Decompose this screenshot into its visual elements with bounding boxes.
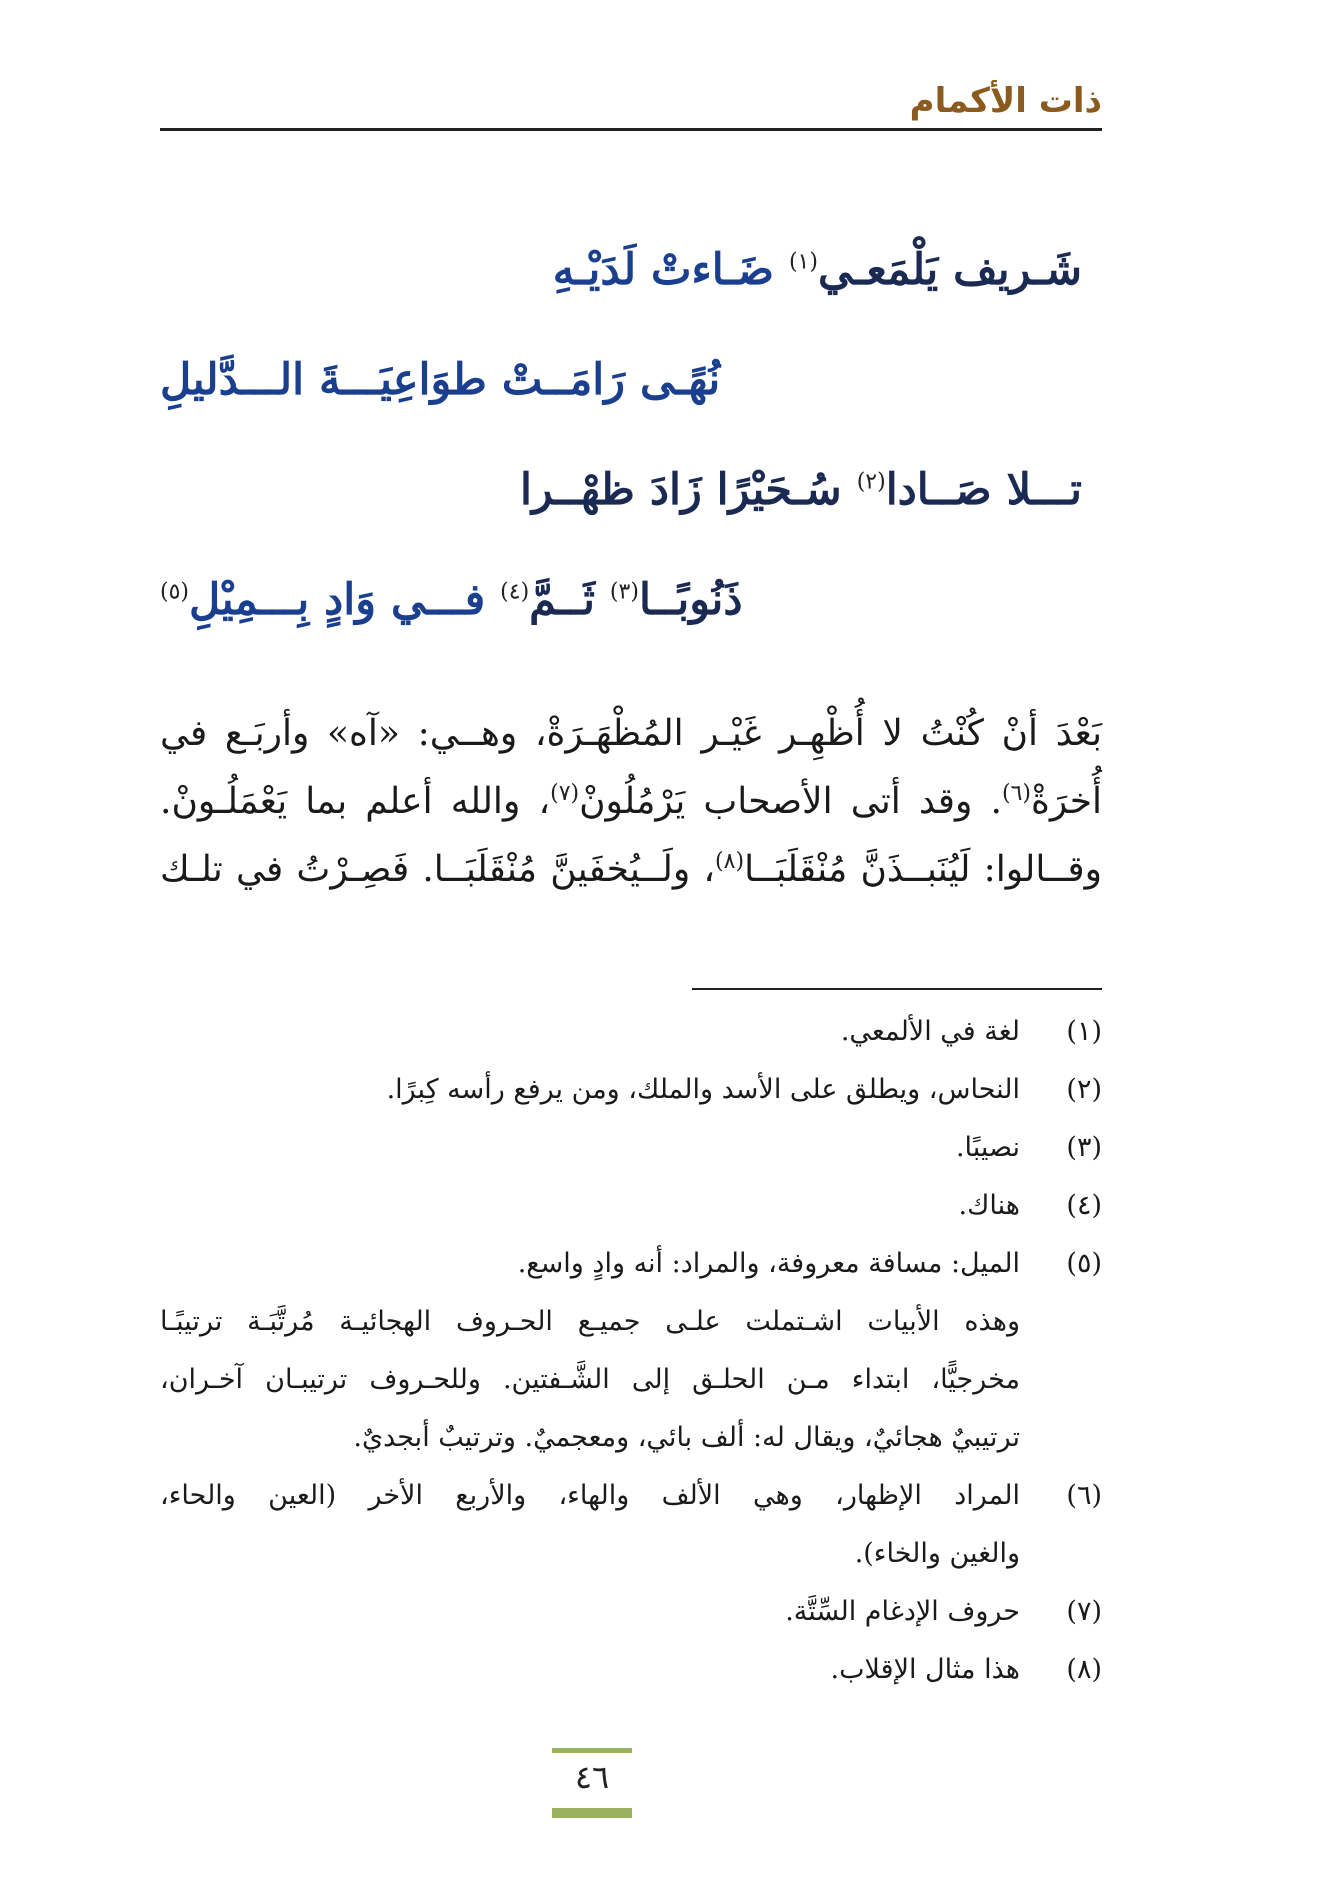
note-line-3: ترتيبيٌ هجائيٌ، ويقال له: ألف بائي، ومعجميٌ. وترتيبٌ أبجديٌ.: [353, 1422, 1020, 1453]
footnote-ref-7[interactable]: (٧): [550, 781, 580, 806]
prose-line-2-part-2: . وقد أتى الأصحاب يَرْمُلُونْ: [579, 781, 1002, 822]
footnote-5-continuation: [160, 1293, 1102, 1467]
footer-accent-bar-top: [552, 1748, 632, 1753]
verse-4: [160, 555, 1102, 665]
verse-3-part-2: سُـحَيْرًا زَادَ ظهْــرا: [519, 465, 857, 515]
running-header: [160, 82, 1102, 132]
note-line-2: مخرجيًّا، ابتداء مـن الحلـق إلى الشَّـفتين. وللحـروف ترتيبـان آخـران،: [160, 1364, 1020, 1395]
prose-line-1-text: بَعْدَ أنْ كُنْتُ لا أُظْهِـر غَيْـر المُظْهَـرَةْ، وهــي: «آه» وأربَـع في: [160, 713, 1102, 754]
footnote-number: (١): [1066, 1016, 1102, 1047]
footnote-text: لغة في الألمعي.: [840, 1016, 1020, 1047]
footnote-text: نصيبًا.: [955, 1132, 1020, 1163]
prose-line-1: [160, 700, 1102, 768]
note-line-1: وهذه الأبيات اشـتملت علـى جميـع الحـروف الهجائيـة مُرتَّبَـة ترتيبًـا: [160, 1306, 1020, 1337]
header-rule: [160, 128, 1102, 131]
verse-3-part-1: تـــلا صَــادا: [885, 465, 1082, 515]
footnote-number: (٥): [1066, 1248, 1102, 1279]
footnote-3: [160, 1119, 1102, 1177]
prose-line-3-part-1: وقــالوا: لَيُنَبــذَنَّ مُنْقَلَبَــا: [744, 849, 1102, 890]
footnote-number: (٢): [1066, 1074, 1102, 1105]
footnote-separator: [692, 988, 1102, 990]
prose-line-2-part-1: أُخرَةْ: [1031, 781, 1102, 822]
verse-4-part-3: فـــي وَادٍ بِـــمِيْلِ: [189, 575, 501, 625]
prose-line-3-part-2: ، ولَــيُخفَينَّ مُنْقَلَبَــا. فَصِـرْتُ في تلـك: [160, 849, 716, 890]
prose-line-2: [160, 768, 1102, 836]
footnote-1: [160, 1003, 1102, 1061]
footnote-text: النحاس، ويطلق على الأسد والملك، ومن يرفع رأسه كِبرًا.: [386, 1074, 1020, 1105]
verse-4-part-2: ثَــمَّ: [529, 575, 610, 625]
footer-accent-bar-bottom: [552, 1808, 632, 1818]
footnote-ref-1[interactable]: (١): [788, 249, 818, 275]
footnote-text: حروف الإدغام السِّتَّة.: [785, 1596, 1020, 1627]
footnote-2: [160, 1061, 1102, 1119]
verse-2: [160, 335, 1102, 445]
prose-line-2-part-3: ، والله أعلم بما يَعْمَلُـونْ.: [160, 781, 551, 822]
verse-2-text: نُهًـى رَامَــتْ طوَاعِيَـــةَ الـــدَّليلِ: [160, 355, 721, 405]
footnote-7: [160, 1583, 1102, 1641]
prose-paragraph: [160, 700, 1102, 904]
footnotes: [160, 1003, 1102, 1699]
page-number: ٤٦: [574, 1758, 610, 1796]
verse-1-part-1: شَـريف يَلْمَعـي: [817, 245, 1082, 295]
footnote-number: (٧): [1066, 1596, 1102, 1627]
footnote-text-line-1: المراد الإظهار، وهي الألف والهاء، والأربع الأخر (العين والحاء،: [160, 1480, 1020, 1511]
book-title: ذات الأكمام: [909, 81, 1102, 121]
footnote-text: الميل: مسافة معروفة، والمراد: أنه وادٍ واسع.: [517, 1248, 1020, 1279]
footnote-5: [160, 1235, 1102, 1293]
poem-verses: [160, 225, 1102, 665]
footnote-ref-6[interactable]: (٦): [1001, 781, 1031, 806]
footnote-text: هناك.: [958, 1190, 1020, 1221]
footnote-8: [160, 1641, 1102, 1699]
prose-line-3: [160, 836, 1102, 904]
footnote-6: [160, 1467, 1102, 1583]
footnote-number: (٣): [1066, 1132, 1102, 1163]
footnote-ref-4[interactable]: (٤): [500, 579, 530, 605]
footnote-ref-2[interactable]: (٢): [856, 469, 886, 495]
footnote-4: [160, 1177, 1102, 1235]
footnote-text-line-2: والغين والخاء).: [854, 1538, 1020, 1569]
footnote-number: (٤): [1066, 1190, 1102, 1221]
footnote-number: (٦): [1066, 1480, 1102, 1511]
footnote-ref-5[interactable]: (٥): [160, 579, 190, 605]
verse-1-part-2: ضَـاءتْ لَدَيْـهِ: [552, 245, 789, 295]
verse-3: [160, 445, 1102, 555]
footnote-text: هذا مثال الإقلاب.: [830, 1654, 1020, 1685]
footnote-ref-3[interactable]: (٣): [609, 579, 639, 605]
footnote-number: (٨): [1066, 1654, 1102, 1685]
document-page: [160, 0, 1102, 1890]
footnote-ref-8[interactable]: (٨): [715, 849, 745, 874]
verse-4-part-1: ذَنُوبًــا: [638, 575, 743, 625]
verse-1: [160, 225, 1102, 335]
